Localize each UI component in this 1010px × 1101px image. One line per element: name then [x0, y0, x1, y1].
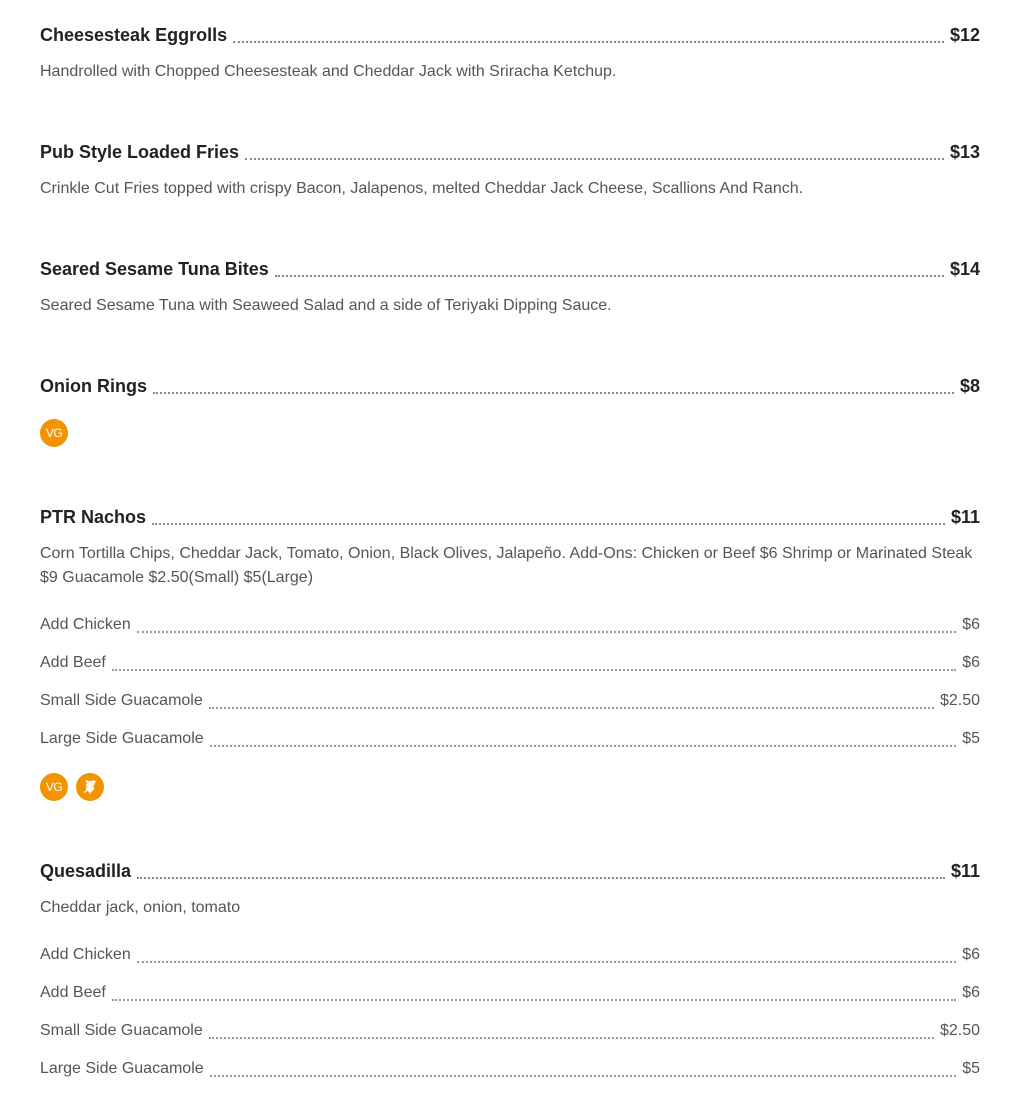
dot-leader: [233, 40, 944, 43]
menu-item-price: $11: [950, 861, 980, 881]
addon-name: Add Chicken: [40, 616, 131, 633]
addon-row: [40, 984, 980, 1006]
dot-leader: [209, 706, 934, 709]
addon-price: $2.50: [939, 1022, 980, 1039]
addon-price: $5: [962, 730, 980, 747]
menu-item-name: Pub Style Loaded Fries: [40, 142, 240, 162]
dot-leader: [137, 876, 945, 879]
addon-name: Add Beef: [40, 984, 106, 1001]
addon-row: [40, 616, 980, 638]
menu-item-header: [40, 861, 980, 885]
menu-item: [40, 259, 980, 318]
addon-name: Small Side Guacamole: [40, 692, 203, 709]
dot-leader: [137, 960, 956, 963]
addon-name: Add Beef: [40, 654, 106, 671]
menu-item: [40, 861, 980, 920]
addon-name: Add Chicken: [40, 946, 131, 963]
menu-item-name: Quesadilla: [40, 861, 132, 881]
menu-item-description: Crinkle Cut Fries topped with crispy Bacon, Jalapenos, melted Cheddar Jack Cheese, Scallions And Ranch.: [40, 180, 804, 197]
gluten-free-icon: [76, 773, 104, 801]
menu-item-name: Seared Sesame Tuna Bites: [40, 259, 269, 279]
addon-price: $5: [962, 1060, 980, 1077]
vegetarian-icon: VG: [40, 773, 68, 801]
menu-item-description: Handrolled with Chopped Cheesesteak and Cheddar Jack with Sriracha Ketchup.: [40, 63, 617, 80]
dot-leader: [112, 998, 956, 1001]
dot-leader: [152, 522, 945, 525]
dot-leader: [245, 157, 944, 160]
menu-item-header: [40, 376, 980, 400]
menu-item-header: [40, 25, 980, 49]
menu-item-header: [40, 507, 980, 531]
menu-item-description: Corn Tortilla Chips, Cheddar Jack, Tomato, Onion, Black Olives, Jalapeño. Add-Ons: Chicken or Beef $6 Shrimp or Marinated Steak $9 Guacamole $2.50(Small) $5(Large): [40, 545, 973, 586]
dot-leader: [275, 274, 944, 277]
addon-name: Small Side Guacamole: [40, 1022, 203, 1039]
addon-row: [40, 946, 980, 968]
addon-price: $6: [962, 984, 980, 1001]
addon-name: Large Side Guacamole: [40, 1060, 204, 1077]
menu-item-description: Cheddar jack, onion, tomato: [40, 899, 241, 916]
dot-leader: [137, 630, 956, 633]
menu-item-price: $8: [959, 376, 980, 396]
addon-name: Large Side Guacamole: [40, 730, 204, 747]
menu-item-price: $14: [949, 259, 980, 279]
addon-row: [40, 1060, 980, 1082]
menu-item: [40, 376, 980, 400]
menu-item-price: $13: [949, 142, 980, 162]
dot-leader: [112, 668, 956, 671]
addon-row: [40, 730, 980, 752]
menu-item: [40, 507, 980, 590]
addon-row: [40, 654, 980, 676]
menu-item-price: $11: [950, 507, 980, 527]
menu-item: [40, 142, 980, 201]
addon-price: $6: [962, 654, 980, 671]
addon-price: $6: [962, 616, 980, 633]
dot-leader: [153, 391, 954, 394]
menu-item-name: PTR Nachos: [40, 507, 147, 527]
addon-row: [40, 692, 980, 714]
addon-price: $2.50: [939, 692, 980, 709]
menu-item-price: $12: [949, 25, 980, 45]
menu-item-header: [40, 259, 980, 283]
menu-item-name: Onion Rings: [40, 376, 147, 396]
dot-leader: [209, 1036, 934, 1039]
menu-item-description: Seared Sesame Tuna with Seaweed Salad and a side of Teriyaki Dipping Sauce.: [40, 297, 612, 314]
menu-item-name: Cheesesteak Eggrolls: [40, 25, 228, 45]
dot-leader: [210, 1074, 957, 1077]
menu-item-header: [40, 142, 980, 166]
addon-price: $6: [962, 946, 980, 963]
dot-leader: [210, 744, 957, 747]
dietary-badges: [40, 773, 104, 801]
dietary-badges: [40, 419, 68, 447]
menu-item: [40, 25, 980, 84]
addon-row: [40, 1022, 980, 1044]
vegetarian-icon: VG: [40, 419, 68, 447]
